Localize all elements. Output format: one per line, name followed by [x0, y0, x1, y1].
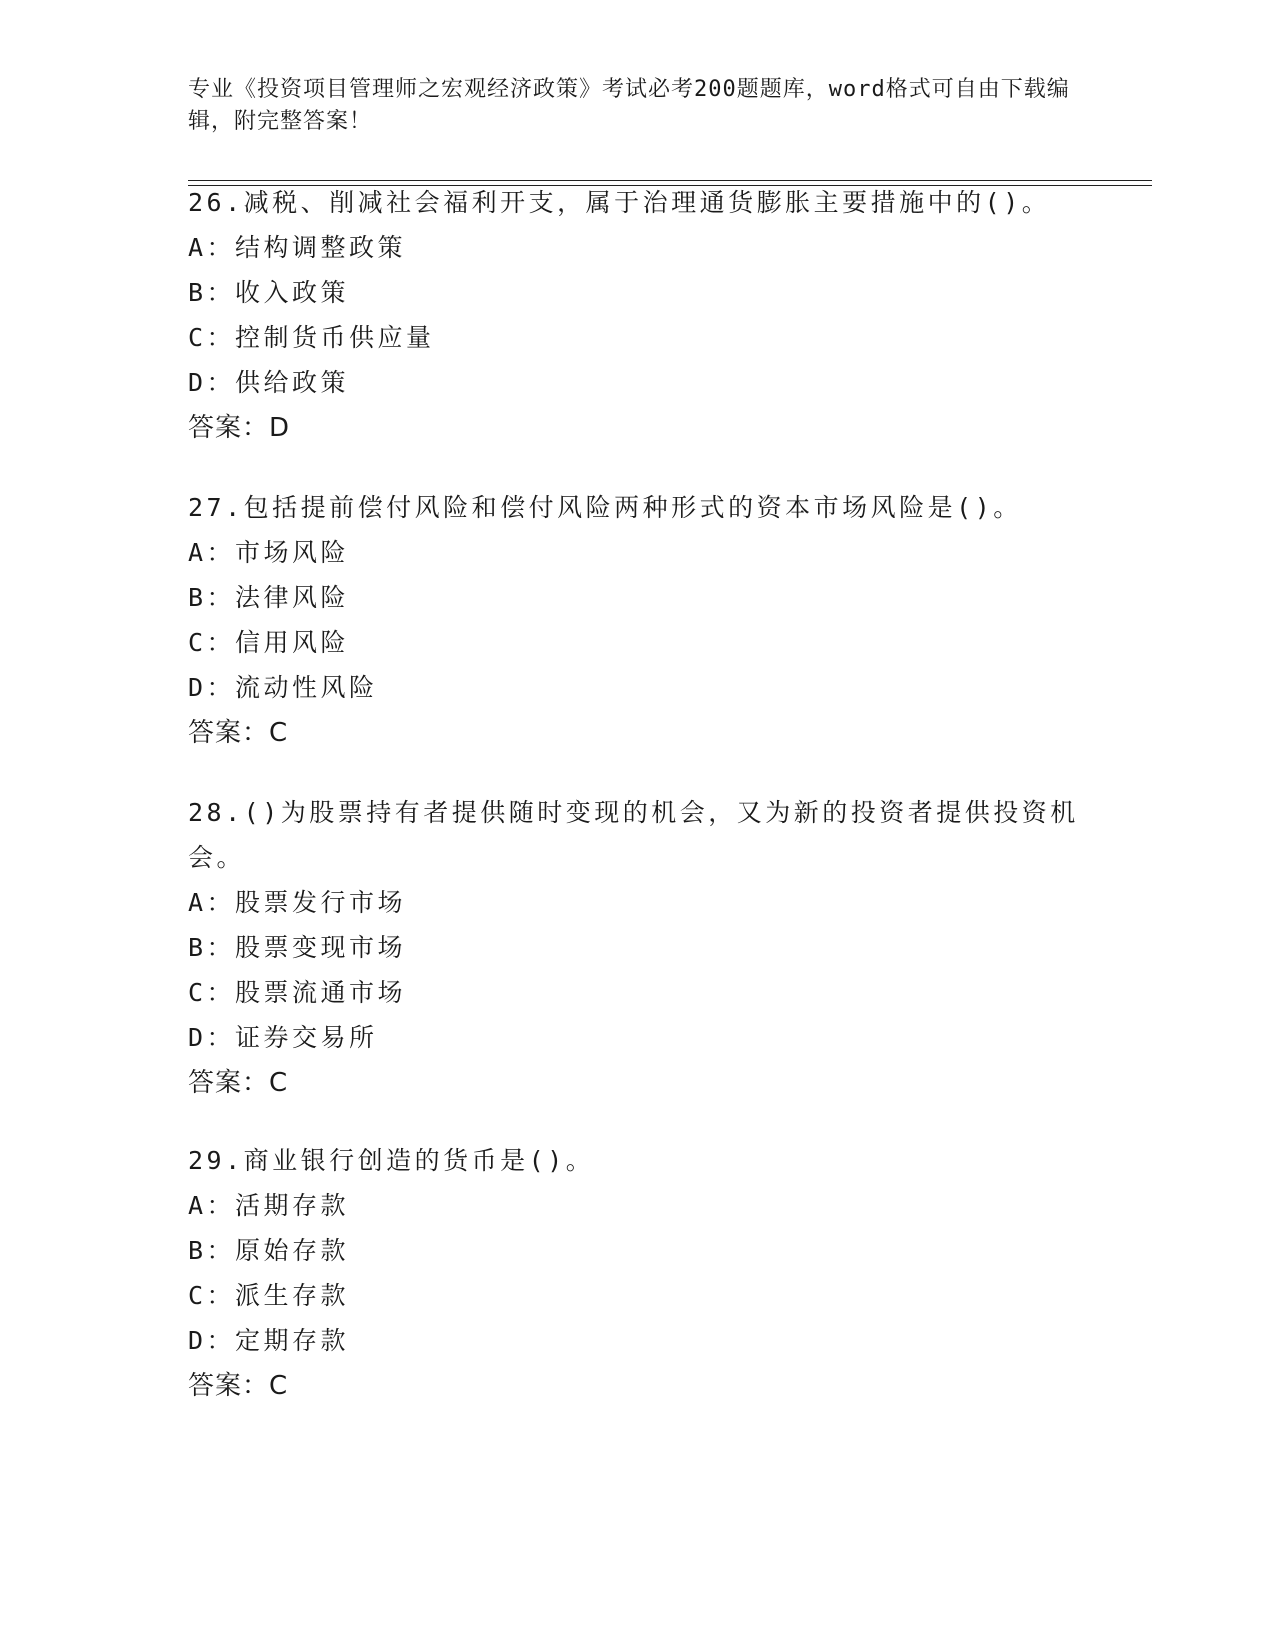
question-stem: 26.减税、削减社会福利开支，属于治理通货膨胀主要措施中的()。 [188, 188, 1051, 217]
document-header: 专业《投资项目管理师之宏观经济政策》考试必考200题题库，word格式可自由下载编辑，附完整答案！ [188, 77, 1070, 134]
option-a: A：市场风险 [188, 538, 350, 567]
question-28 [188, 790, 1088, 1106]
answer-value: C [269, 1371, 289, 1401]
option-b: B：股票变现市场 [188, 933, 407, 962]
option-a: A：结构调整政策 [188, 233, 407, 262]
answer-line [188, 405, 1088, 451]
answer-line [188, 710, 1088, 756]
question-stem: 28.()为股票持有者提供随时变现的机会，又为新的投资者提供投资机会。 [188, 798, 1079, 872]
option-d: D：流动性风险 [188, 673, 378, 702]
answer-value: C [269, 1068, 289, 1098]
option-d: D：定期存款 [188, 1326, 350, 1355]
answer-label: 答案： [188, 718, 270, 748]
option-b: B：法律风险 [188, 583, 350, 612]
option-c: C：股票流通市场 [188, 978, 407, 1007]
option-d: D：证券交易所 [188, 1023, 378, 1052]
option-b: B：原始存款 [188, 1236, 350, 1265]
option-c: C：控制货币供应量 [188, 323, 435, 352]
answer-value: C [269, 718, 289, 748]
answer-value: D [269, 413, 291, 443]
question-26 [188, 180, 1088, 451]
answer-label: 答案： [188, 413, 270, 443]
option-a: A：活期存款 [188, 1191, 350, 1220]
question-stem: 29.商业银行创造的货币是()。 [188, 1146, 595, 1175]
question-27 [188, 485, 1088, 756]
answer-line [188, 1363, 1088, 1409]
answer-label: 答案： [188, 1371, 270, 1401]
answer-line [188, 1060, 1088, 1106]
option-c: C：信用风险 [188, 628, 350, 657]
question-29 [188, 1138, 1088, 1409]
answer-label: 答案： [188, 1068, 270, 1098]
option-b: B：收入政策 [188, 278, 350, 307]
option-d: D：供给政策 [188, 368, 350, 397]
option-a: A：股票发行市场 [188, 888, 407, 917]
question-stem: 27.包括提前偿付风险和偿付风险两种形式的资本市场风险是()。 [188, 493, 1022, 522]
option-c: C：派生存款 [188, 1281, 350, 1310]
